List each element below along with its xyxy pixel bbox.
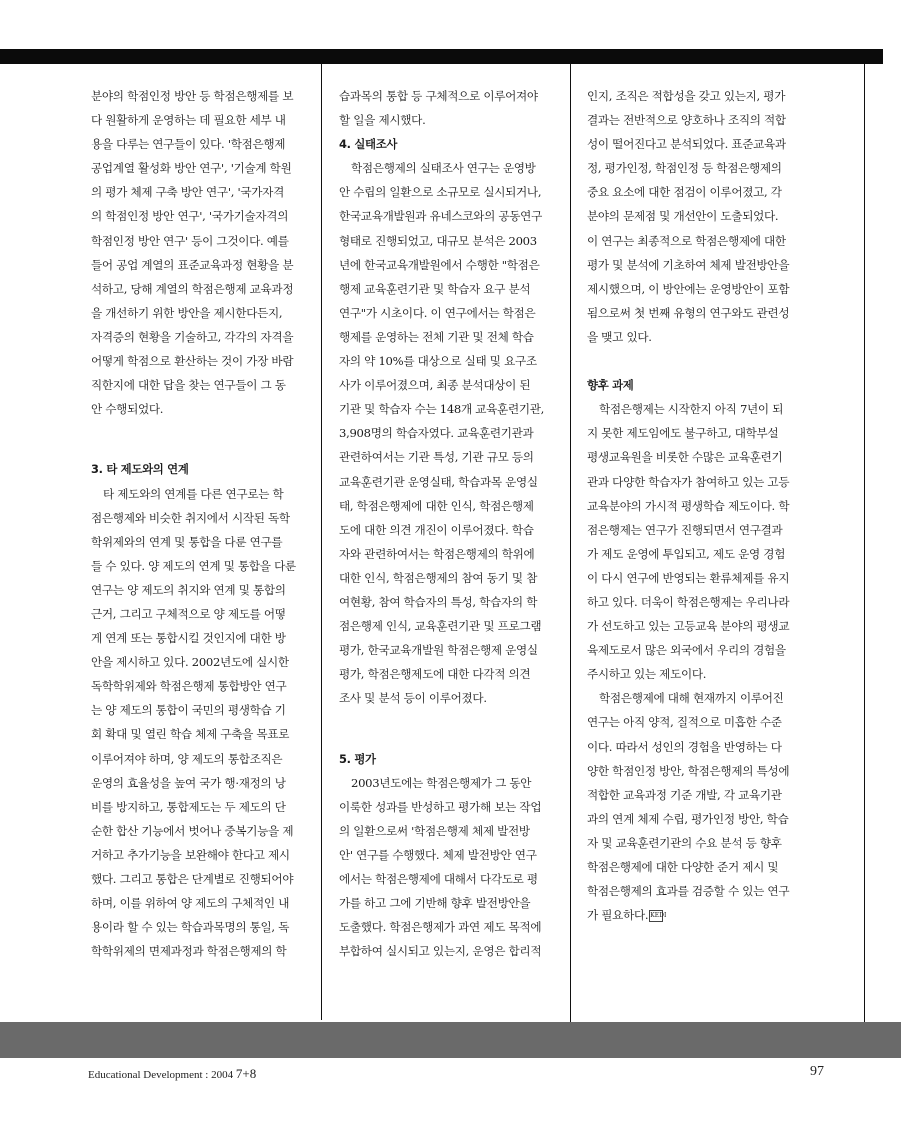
text-line: 제시했으며, 이 방안에는 운영방안이 포함 (587, 281, 790, 296)
text-line: 용을 다루는 연구들이 있다. '학점은행제 (91, 137, 286, 152)
text-line: 안을 제시하고 있다. 2002년도에 실시한 (91, 655, 289, 670)
text-line: 안' 연구를 수행했다. 체제 발전방안 연구 (339, 847, 537, 862)
text-line: 안 수립의 일환으로 소규모로 실시되거나, (339, 185, 542, 200)
text-line: 들어 공업 계열의 표준교육과정 현황을 분 (91, 257, 294, 272)
text-line: 점은행제와 비슷한 취지에서 시작된 독학 (91, 510, 290, 525)
text-line: 할 일을 제시했다. (339, 113, 426, 128)
text-line: 회 확대 및 열린 학습 체제 구축을 목표로 (91, 727, 290, 742)
text-line: 행제 교육훈련기관 및 학습자 요구 분석 (339, 281, 531, 296)
text-line: 이다. 따라서 성인의 경험을 반영하는 다 (587, 739, 782, 754)
text-line: 도출했다. 학점은행제가 과연 제도 목적에 (339, 920, 542, 935)
paragraph-spacer (339, 710, 569, 734)
text-line: 거하고 추가기능을 보완해야 한다고 제시 (91, 847, 290, 862)
text-line: 직한지에 대한 답을 찾는 연구들이 그 동 (91, 378, 286, 393)
text-line: 자의 약 10%를 대상으로 실태 및 요구조 (339, 354, 537, 369)
section-heading: 4. 실태조사 (339, 137, 398, 152)
text-line: 성이 떨어진다고 분석되었다. 표준교육과 (587, 137, 786, 152)
text-line: 3,908명의 학습자였다. 교육훈련기관과 (339, 426, 534, 441)
text-line: 했다. 그리고 통합은 단계별로 진행되어야 (91, 872, 294, 886)
text-line: 조사 및 분석 등이 이루어졌다. (339, 691, 487, 706)
text-line: 분야의 학점인정 방안 등 학점은행제를 보 (91, 89, 294, 103)
journal-footer (88, 1066, 256, 1082)
text-line: 는 양 제도의 통합이 국민의 평생학습 기 (91, 703, 286, 718)
text-line: 이 연구는 최종적으로 학점은행제에 대한 (587, 233, 786, 248)
text-line: 들 수 있다. 양 제도의 연계 및 통합을 다룬 (91, 558, 296, 573)
text-line: 하며, 이를 위하여 양 제도의 구체적인 내 (91, 896, 290, 911)
section-heading: 3. 타 제도와의 연계 (91, 462, 189, 477)
text-line: 연구는 양 제도의 취지와 연계 및 통합의 (91, 582, 286, 597)
text-line: 평가, 학점은행제도에 대한 다각적 의견 (339, 667, 531, 682)
text-line: 점은행제 인식, 교육훈련기관 및 프로그램 (339, 619, 542, 634)
text-line: 자와 관련하여서는 학점은행제의 학위에 (339, 546, 535, 561)
text-line: 의 일환으로써 '학점은행제 체제 발전방 (339, 823, 530, 838)
text-line: 지 못한 제도임에도 불구하고, 대학부설 (587, 426, 779, 441)
text-line: 비를 방지하고, 통합제도는 두 제도의 단 (91, 799, 286, 814)
text-line: 과의 연계 체제 수립, 평가인정 방안, 학습 (587, 811, 789, 826)
text-line: 인지, 조직은 적합성을 갖고 있는지, 평가 (587, 89, 786, 103)
journal-issue: 7+8 (235, 1066, 257, 1081)
text-line: 사가 이루어졌으며, 최종 분석대상이 된 (339, 378, 531, 393)
text-line: 됨으로써 첫 번째 유형의 연구와도 관련성 (587, 305, 790, 320)
text-line: 다 원활하게 운영하는 데 필요한 세부 내 (91, 113, 286, 128)
text-line: 평가 및 분석에 기초하여 체제 발전방안을 (587, 257, 790, 272)
text-line: 한국교육개발원과 유네스코와의 공동연구 (339, 209, 542, 224)
text-line: 평가, 한국교육개발원 학점은행제 운영실 (339, 643, 538, 658)
article-column-3 (587, 84, 817, 927)
page-number: 97 (810, 1064, 824, 1079)
text-line: 육제도로서 많은 외국에서 우리의 경험을 (587, 643, 786, 658)
text-line: 학점은행제에 대해 현재까지 이루어진 (599, 691, 784, 706)
text-line: 가 선도하고 있는 고등교육 분야의 평생교 (587, 619, 790, 634)
text-line: 자격증의 현황을 기술하고, 각각의 자격을 (91, 329, 294, 344)
text-line: 운영의 효율성을 높여 국가 행·재정의 낭 (91, 775, 286, 790)
text-line: 습과목의 통합 등 구체적으로 이루어져야 (339, 89, 538, 103)
text-line: 대한 인식, 학점은행제의 참여 동기 및 참 (339, 570, 538, 585)
text-line: 가 필요하다. KEDI (587, 908, 667, 923)
journal-title: Educational Development : 2004 (88, 1069, 234, 1081)
text-line: 의 평가 체제 구축 방안 연구', '국가자격 (91, 185, 284, 200)
article-end-mark-icon: KEDI (649, 910, 663, 922)
article-column-1 (91, 84, 321, 963)
paragraph-spacer (91, 445, 321, 457)
text-line: 을 개선하기 위한 방안을 제시한다든지, (91, 305, 283, 320)
text-line: 자 및 교육훈련기관의 수요 분석 등 향후 (587, 835, 782, 850)
text-line: 부합하여 실시되고 있는지, 운영은 합리적 (339, 944, 542, 959)
column-divider-2 (570, 64, 571, 1024)
text-line: 석하고, 당해 계열의 학점은행제 교육과정 (91, 281, 294, 296)
text-line: 이 다시 연구에 반영되는 환류체제를 유지 (587, 570, 790, 585)
text-line: 이룩한 성과를 반성하고 평가해 보는 작업 (339, 799, 542, 814)
footer-band (0, 1022, 901, 1058)
text-line: 순한 합산 기능에서 벗어나 중복기능을 제 (91, 823, 294, 838)
text-line: 분야의 문제점 및 개선안이 도출되었다. (587, 209, 779, 224)
text-line: 가를 하고 그에 기반해 향후 발전방안을 (339, 896, 531, 911)
right-margin-rule (864, 64, 865, 1022)
text-line: 양한 학점인정 방안, 학점은행제의 특성에 (587, 763, 790, 778)
text-line: 공업계열 활성화 방안 연구', '기술계 학원 (91, 161, 292, 176)
text-line: 정, 평가인정, 학점인정 등 학점은행제의 (587, 161, 782, 176)
text-line: 의 학점인정 방안 연구', '국가기술자격의 (91, 209, 289, 224)
text-line: 적합한 교육과정 기준 개발, 각 교육기관 (587, 787, 782, 802)
text-line: 형태로 진행되었고, 대규모 분석은 2003 (339, 233, 537, 248)
text-line: 안 수행되었다. (91, 402, 164, 417)
text-line: 관과 다양한 학습자가 참여하고 있는 고등 (587, 474, 790, 489)
text-line: 연구는 아직 양적, 질적으로 미흡한 수준 (587, 715, 782, 730)
text-line: 학위제와의 연계 및 통합을 다룬 연구를 (91, 534, 283, 549)
text-line: 주시하고 있는 제도이다. (587, 667, 707, 682)
text-line: 게 연계 또는 통합시킬 것인지에 대한 방 (91, 631, 286, 646)
top-header-bar (0, 49, 883, 64)
text-line: 학점은행제의 실태조사 연구는 운영방 (351, 161, 536, 176)
text-line: 하고 있다. 더욱이 학점은행제는 우리나라 (587, 594, 790, 609)
text-line: 을 맺고 있다. (587, 329, 652, 344)
text-line: 중요 요소에 대한 점검이 이루어졌고, 각 (587, 185, 782, 200)
text-line: 2003년도에는 학점은행제가 그 동안 (351, 775, 532, 790)
text-line: 도에 대한 의견 개진이 이루어졌다. 학습 (339, 522, 534, 537)
text-line: 점은행제는 연구가 진행되면서 연구결과 (587, 522, 783, 537)
text-line: 학학위제의 면제과정과 학점은행제의 학 (91, 944, 287, 959)
text-line: 학점은행제는 시작한지 아직 7년이 되 (599, 402, 784, 417)
text-line: 학점인정 방안 연구' 등이 그것이다. 예를 (91, 233, 289, 248)
text-line: 에서는 학점은행제에 대해서 다각도로 평 (339, 872, 538, 886)
text-line: 독학학위제와 학점은행제 통합방안 연구 (91, 679, 287, 694)
article-column-2 (339, 84, 569, 963)
text-line: 평생교육원을 비롯한 수많은 교육훈련기 (587, 450, 783, 465)
text-line: 년에 한국교육개발원에서 수행한 "학점은 (339, 257, 540, 272)
column-divider-1 (321, 64, 322, 1020)
text-line: 교육분야의 가시적 평생학습 제도이다. 학 (587, 498, 790, 513)
text-line: 용이라 할 수 있는 학습과목명의 통일, 독 (91, 920, 290, 935)
paragraph-spacer (339, 735, 569, 747)
text-line: 어떻게 학점으로 환산하는 것이 가장 바람 (91, 354, 294, 369)
text-line: 결과는 전반적으로 양호하나 조직의 적합 (587, 113, 786, 128)
text-line: 연구"가 시초이다. 이 연구에서는 학점은 (339, 305, 536, 320)
text-line: 학점은행제의 효과를 검증할 수 있는 연구 (587, 884, 790, 899)
section-heading: 5. 평가 (339, 751, 376, 766)
text-line: 기관 및 학습자 수는 148개 교육훈련기관, (339, 402, 545, 417)
paragraph-spacer (91, 421, 321, 445)
text-line: 여현황, 참여 학습자의 특성, 학습자의 학 (339, 594, 538, 609)
text-line: 관련하여서는 기관 특성, 기관 규모 등의 (339, 450, 534, 465)
paragraph-spacer (587, 349, 817, 373)
text-line: 학점은행제에 대한 다양한 준거 제시 및 (587, 860, 779, 874)
text-line: 근거, 그리고 구체적으로 양 제도를 어떻 (91, 606, 286, 621)
text-line: 태, 학점은행제에 대한 인식, 학점은행제 (339, 498, 534, 513)
text-line: 타 제도와의 연계를 다른 연구로는 학 (103, 486, 284, 501)
text-line: 교육훈련기관 운영실태, 학습과목 운영실 (339, 474, 538, 489)
text-line: 가 제도 운영에 투입되고, 제도 운영 경험 (587, 546, 786, 561)
section-heading: 향후 과제 (587, 378, 634, 393)
text-line: 행제를 운영하는 전체 기관 및 전체 학습 (339, 329, 534, 344)
text-line: 이루어져야 하며, 양 제도의 통합조직은 (91, 751, 283, 766)
